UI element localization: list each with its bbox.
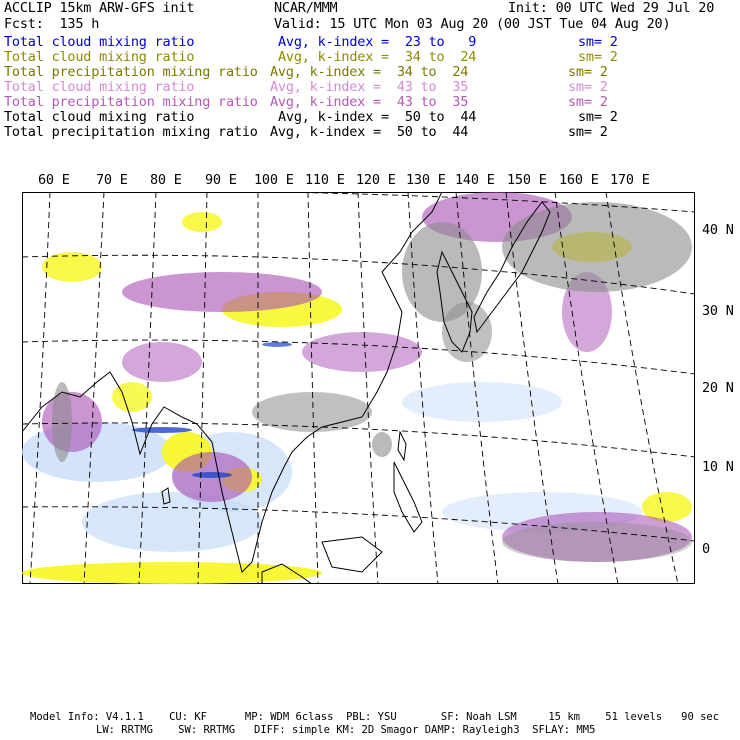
field-avg: Avg, k-index = 34 to 24 — [270, 64, 469, 80]
lat-label: 20 N — [702, 380, 734, 396]
lon-label: 80 E — [150, 172, 182, 188]
lat-label: 30 N — [702, 303, 734, 319]
field-avg: Avg, k-index = 50 to 44 — [270, 124, 469, 140]
field-patch — [372, 432, 392, 457]
field-patch — [502, 202, 692, 292]
field-name: Total precipitation mixing ratio — [4, 64, 258, 80]
lon-label: 170 E — [610, 172, 650, 188]
field-name: Total cloud mixing ratio — [4, 34, 195, 50]
field-smoothing: sm= 2 — [578, 49, 618, 65]
model-info-line2: LW: RRTMG SW: RRTMG DIFF: simple KM: 2D Smagor DAMP: Rayleigh3 SFLAY: MM5 — [96, 724, 596, 736]
field-patch — [262, 342, 292, 347]
field-smoothing: sm= 2 — [568, 94, 608, 110]
init-time: Init: 00 UTC Wed 29 Jul 20 — [508, 0, 715, 16]
field-smoothing: sm= 2 — [568, 124, 608, 140]
lon-label: 100 E — [254, 172, 294, 188]
field-patch — [122, 272, 322, 312]
field-name: Total cloud mixing ratio — [4, 109, 195, 125]
field-smoothing: sm= 2 — [568, 64, 608, 80]
org-label: NCAR/MMM — [274, 0, 338, 16]
lon-label: 150 E — [507, 172, 547, 188]
lat-label: 0 — [702, 541, 710, 557]
lon-label: 130 E — [406, 172, 446, 188]
field-patch — [502, 522, 692, 562]
field-avg: Avg, k-index = 43 to 35 — [270, 79, 469, 95]
lat-label: 10 N — [702, 459, 734, 475]
field-patch — [22, 562, 322, 584]
field-avg: Avg, k-index = 23 to 9 — [278, 34, 477, 50]
field-smoothing: sm= 2 — [578, 34, 618, 50]
field-name: Total cloud mixing ratio — [4, 49, 195, 65]
field-smoothing: sm= 2 — [568, 79, 608, 95]
lon-label: 120 E — [356, 172, 396, 188]
field-name: Total precipitation mixing ratio — [4, 94, 258, 110]
model-info-line1: Model Info: V4.1.1 CU: KF MP: WDM 6class PBL: YSU SF: Noah LSM 15 km 51 levels 90 sec — [30, 711, 720, 723]
field-patch — [132, 427, 192, 433]
field-patch — [112, 382, 152, 412]
field-patch — [302, 332, 422, 372]
field-patch — [122, 342, 202, 382]
lon-label: 90 E — [205, 172, 237, 188]
lat-label: 40 N — [702, 222, 734, 238]
field-patch — [252, 392, 372, 432]
map-panel — [22, 192, 695, 584]
lon-label: 140 E — [455, 172, 495, 188]
lon-label: 70 E — [96, 172, 128, 188]
field-patch — [192, 472, 232, 478]
field-patch — [42, 252, 102, 282]
valid-time: Valid: 15 UTC Mon 03 Aug 20 (00 JST Tue 04 Aug 20) — [274, 16, 671, 32]
lon-label: 160 E — [559, 172, 599, 188]
field-avg: Avg, k-index = 43 to 35 — [270, 94, 469, 110]
model-title: ACCLIP 15km ARW-GFS init — [4, 0, 195, 16]
lon-label: 60 E — [38, 172, 70, 188]
field-patch — [182, 212, 222, 232]
field-name: Total precipitation mixing ratio — [4, 124, 258, 140]
lon-label: 110 E — [305, 172, 345, 188]
field-avg: Avg, k-index = 34 to 24 — [278, 49, 477, 65]
forecast-hour: Fcst: 135 h — [4, 16, 100, 32]
field-patch — [402, 382, 562, 422]
field-smoothing: sm= 2 — [578, 109, 618, 125]
field-avg: Avg, k-index = 50 to 44 — [278, 109, 477, 125]
field-name: Total cloud mixing ratio — [4, 79, 195, 95]
